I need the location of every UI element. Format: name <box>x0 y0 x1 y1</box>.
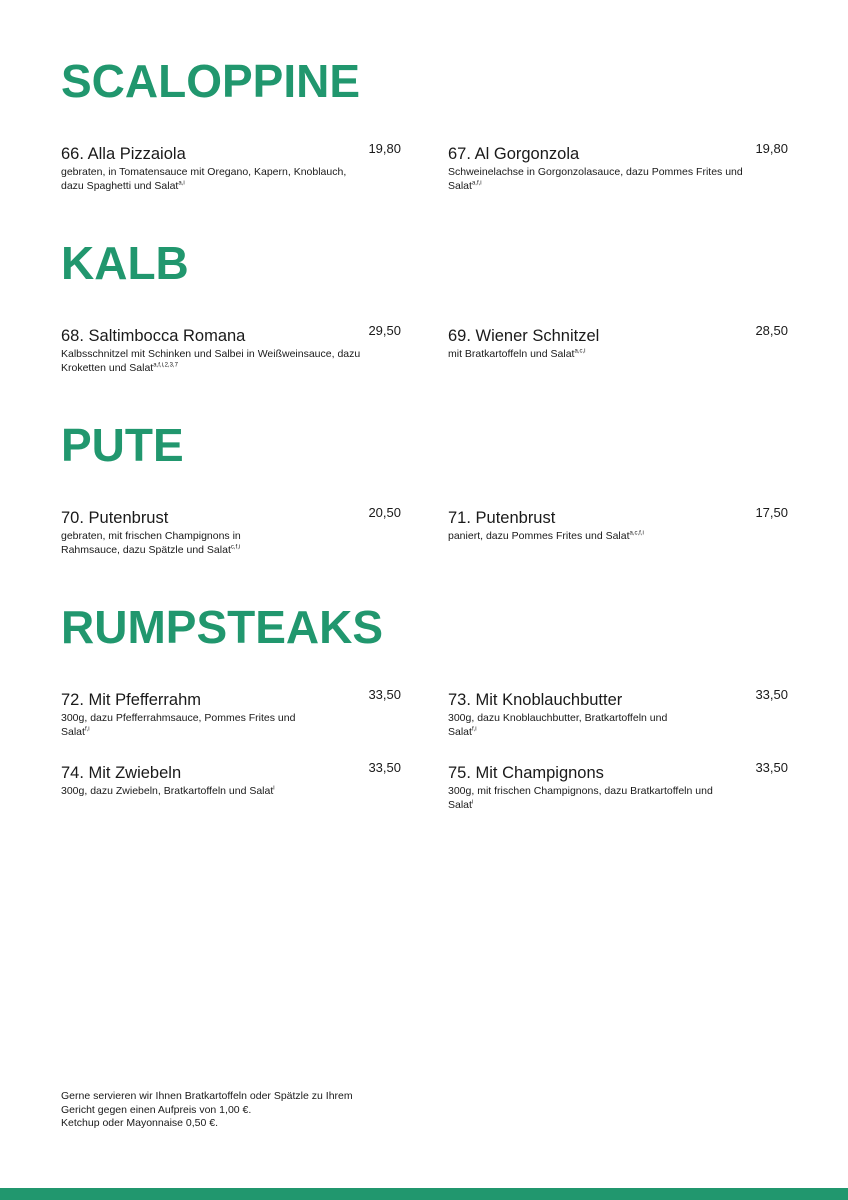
item-description: gebraten, in Tomatensauce mit Oregano, Kapern, Knoblauch, dazu Spaghetti und Salat$^{a,i}$ <box>61 166 347 192</box>
item-price: 33,50 <box>755 687 788 702</box>
menu-item-74 <box>61 762 401 799</box>
allergen-codes: a,i <box>178 180 185 186</box>
item-name: 68. Saltimbocca Romana <box>61 327 246 345</box>
menu-item-66 <box>61 143 401 193</box>
item-price: 19,80 <box>368 141 401 156</box>
item-name: 75. Mit Champignons <box>448 764 604 782</box>
item-description: 300g, dazu Pfefferrahmsauce, Pommes Frites und Salat$^{f,i}$ <box>61 712 296 738</box>
item-price: 33,50 <box>755 760 788 775</box>
footer-line: Ketchup oder Mayonnaise 0,50 €. <box>61 1117 219 1129</box>
allergen-codes: f,i <box>471 726 477 732</box>
section-title-scaloppine: SCALOPPINE <box>61 55 361 107</box>
menu-item-72 <box>61 689 401 739</box>
item-name: 72. Mit Pfefferrahm <box>61 691 202 709</box>
footer-line: Gericht gegen einen Aufpreis von 1,00 €. <box>61 1103 252 1116</box>
item-description: mit Bratkartoffeln und Salat$^{a,c,i}$ <box>448 348 586 360</box>
section-title-kalb: KALB <box>61 237 189 289</box>
item-name: 67. Al Gorgonzola <box>448 145 580 163</box>
menu-item-69 <box>448 325 788 362</box>
item-price: 20,50 <box>368 505 401 520</box>
item-description: Schweinelachse in Gorgonzolasauce, dazu Pommes Frites und Salat$^{a,f,i}$ <box>448 166 743 192</box>
allergen-codes: a,f,i,2,3,7 <box>153 362 178 368</box>
allergen-codes: i <box>273 785 275 792</box>
item-price: 33,50 <box>368 687 401 702</box>
section-title-rumpsteaks: RUMPSTEAKS <box>61 601 384 653</box>
footer-line: Gerne servieren wir Ihnen Bratkartoffeln oder Spätzle zu Ihrem <box>61 1090 353 1102</box>
item-name: 71. Putenbrust <box>448 509 556 527</box>
menu-item-67 <box>448 143 788 193</box>
item-name: 66. Alla Pizzaiola <box>61 145 186 163</box>
menu-item-70 <box>61 507 401 557</box>
item-description: 300g, mit frischen Champignons, dazu Bratkartoffeln und Salat$^i$ <box>448 785 713 811</box>
menu-item-73 <box>448 689 788 739</box>
item-description: 300g, dazu Zwiebeln, Bratkartoffeln und Salat$^i$ <box>61 785 275 797</box>
menu-item-75 <box>448 762 788 812</box>
item-name: 69. Wiener Schnitzel <box>448 327 600 345</box>
item-name: 74. Mit Zwiebeln <box>61 764 182 782</box>
item-name: 70. Putenbrust <box>61 509 169 527</box>
menu-item-68 <box>61 325 401 375</box>
item-price: 33,50 <box>368 760 401 775</box>
item-description: Kalbsschnitzel mit Schinken und Salbei in Weißweinsauce, dazu Kroketten und Salat$^{a,f,i,2,3,7}$ <box>61 348 361 374</box>
allergen-codes: a,f,i <box>471 180 482 186</box>
item-price: 19,80 <box>755 141 788 156</box>
allergen-codes: a,c,f,i <box>629 530 644 537</box>
bottom-accent-bar <box>0 1188 848 1200</box>
footer-note <box>61 1090 353 1131</box>
item-price: 17,50 <box>755 505 788 520</box>
item-description: paniert, dazu Pommes Frites und Salat$^{a,c,f,i}$ <box>448 530 644 542</box>
item-name: 73. Mit Knoblauchbutter <box>448 691 623 709</box>
item-price: 29,50 <box>368 323 401 338</box>
section-title-pute: PUTE <box>61 419 184 471</box>
item-description: 300g, dazu Knoblauchbutter, Bratkartoffeln und Salat$^{f,i}$ <box>448 712 668 738</box>
menu-item-71 <box>448 507 788 544</box>
allergen-codes: i <box>471 799 474 805</box>
allergen-codes: a,c,i <box>574 348 586 355</box>
item-price: 28,50 <box>755 323 788 338</box>
allergen-codes: f,i <box>84 726 90 732</box>
item-description: gebraten, mit frischen Champignons in Rahmsauce, dazu Spätzle und Salat$^{c,f,i}$ <box>61 530 241 556</box>
allergen-codes: c,f,i <box>230 544 241 550</box>
